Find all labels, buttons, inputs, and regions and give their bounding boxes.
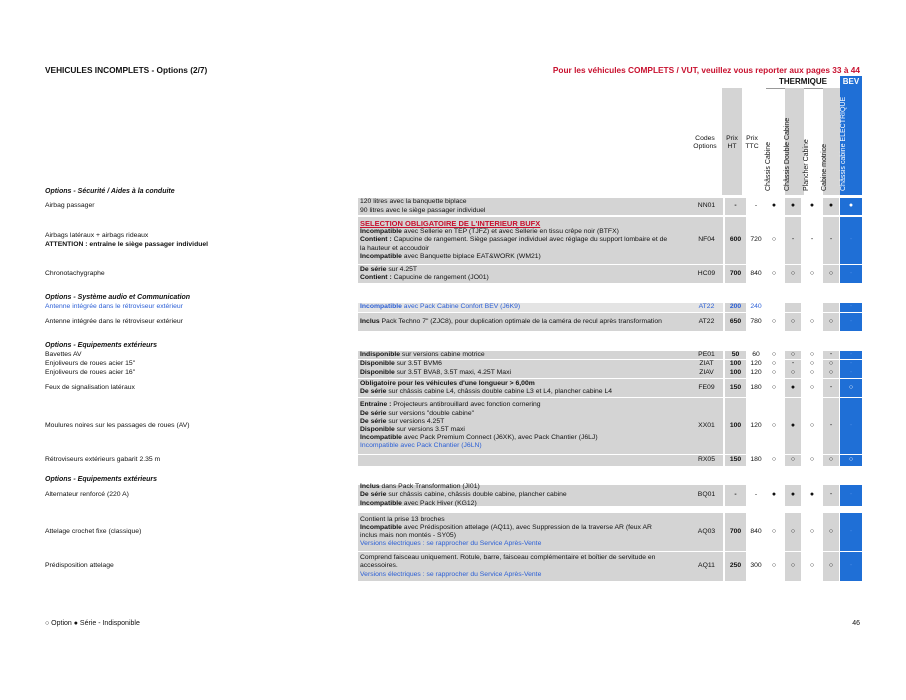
description-line: Entraîne : Projecteurs antibrouillard avec fonction cornering — [360, 401, 541, 409]
option-name — [45, 552, 358, 581]
description-line: De série sur versions 4.25T — [360, 417, 445, 425]
availability-5: ○ — [840, 455, 862, 466]
group-thermique: THERMIQUE — [766, 76, 840, 89]
availability-1: ○ — [771, 369, 777, 377]
availability-5: - — [840, 398, 862, 454]
description-line: Incompatible avec Prédisposition attelage (AQ11), avec Suppression de la traverse AR (feux AR — [360, 523, 652, 531]
price-ht: 100 — [725, 360, 746, 369]
option-code: NF04 — [698, 236, 715, 244]
price-ht: 700 — [725, 513, 746, 551]
availability-2: ● — [785, 379, 801, 397]
prix-ttc-header — [742, 135, 762, 151]
price-ttc: 120 — [750, 369, 762, 377]
description-line: De série sur châssis cabine L4, châssis double cabine L3 et L4, plancher cabine L4 — [360, 388, 613, 395]
description-line: Versions électriques : se rapprocher du Service Après-Vente — [360, 540, 542, 548]
table-row — [45, 303, 862, 312]
availability-4: ○ — [823, 265, 839, 283]
option-name — [45, 313, 358, 331]
availability-3: ○ — [809, 269, 815, 277]
ht-label: HT — [727, 143, 737, 150]
availability-4: - — [823, 379, 839, 397]
availability-4: ○ — [823, 455, 839, 466]
description-line: Comprend faisceau uniquement. Rotule, barre, faisceau complémentaire et boîtier de servitude en — [360, 554, 656, 562]
availability-4: ○ — [823, 360, 839, 369]
option-name — [45, 351, 358, 359]
table-row — [45, 198, 862, 215]
option-name — [45, 455, 358, 466]
section-title: Options - Système audio et Communication — [45, 294, 191, 301]
option-name — [45, 360, 358, 369]
description-line: Versions électriques : se rapprocher du Service Après-Vente — [360, 570, 542, 578]
options-label: Options — [693, 143, 717, 150]
table-row — [45, 485, 862, 506]
availability-4: ○ — [823, 369, 839, 378]
price-ht: - — [725, 198, 746, 215]
price-ttc: 780 — [750, 317, 762, 325]
legend: ○ Option ● Série - Indisponible — [45, 620, 140, 627]
availability-1: ○ — [771, 383, 777, 391]
option-code: FE09 — [698, 383, 715, 391]
availability-4: - — [823, 485, 839, 506]
table-row — [45, 552, 862, 581]
option-name — [45, 398, 358, 454]
availability-5: - — [840, 313, 862, 331]
availability-1: ○ — [771, 527, 777, 535]
description-line: accessoires. — [360, 562, 398, 570]
availability-2: ○ — [785, 552, 801, 581]
table-row — [45, 369, 862, 378]
availability-5: - — [840, 369, 862, 378]
option-description — [358, 552, 723, 581]
option-name — [45, 513, 358, 551]
option-name — [45, 217, 358, 264]
availability-1: ○ — [771, 421, 777, 429]
option-description — [358, 455, 723, 466]
section-title: Options - Equipements extérieurs — [45, 476, 158, 483]
description-line: De série sur versions "double cabine" — [360, 409, 475, 417]
price-ttc: 300 — [750, 562, 762, 570]
table-row — [45, 313, 862, 331]
option-code: AQ11 — [698, 562, 715, 570]
prix-label: Prix — [746, 135, 758, 142]
availability-1: ○ — [771, 317, 777, 325]
availability-3: ○ — [809, 562, 815, 570]
option-description — [358, 198, 723, 215]
price-ht: 250 — [725, 552, 746, 581]
prix-ht-header — [722, 135, 742, 151]
description-line: 90 litres avec le siège passager individuel — [360, 206, 486, 214]
availability-2: - — [785, 360, 801, 369]
price-ttc: - — [754, 202, 758, 210]
availability-3: ○ — [809, 456, 815, 464]
option-description — [358, 513, 723, 551]
option-label: Attelage crochet fixe (classique) — [45, 527, 142, 535]
option-name — [45, 485, 358, 506]
availability-5: - — [840, 351, 862, 359]
option-description — [358, 313, 723, 331]
availability-5: ○ — [840, 379, 862, 397]
availability-4: ○ — [823, 552, 839, 581]
availability-2: ● — [785, 398, 801, 454]
description-line: Disponible sur versions 3.5T maxi — [360, 426, 465, 433]
availability-3: ● — [809, 202, 815, 210]
availability-3: ○ — [809, 527, 815, 535]
option-label: Alternateur renforcé (220 A) — [45, 491, 129, 499]
option-code: XX01 — [698, 421, 715, 429]
price-ttc: 180 — [750, 456, 762, 464]
description-line: 120 litres avec la banquette biplace — [360, 198, 467, 206]
availability-3: ○ — [809, 383, 815, 391]
option-description — [358, 398, 723, 454]
ttc-label: TTC — [745, 143, 759, 150]
availability-4 — [823, 303, 839, 312]
col-cabine-motrice: Cabine motrice — [820, 143, 828, 191]
table-row — [45, 455, 862, 466]
description-line: Contient : Capucine de rangement (JO01) — [360, 274, 489, 281]
codes-label: Codes — [695, 135, 715, 142]
price-ttc: 240 — [750, 303, 762, 311]
description-line: Obligatoire pour les véhicules d'une longueur > 6,00m — [360, 379, 535, 387]
description-line: Incompatible avec Pack Chantier (J6LN) — [360, 442, 482, 450]
option-code: BQ01 — [697, 491, 716, 499]
availability-4: ● — [823, 198, 839, 215]
availability-1: ○ — [771, 562, 777, 570]
option-code: HC09 — [697, 269, 716, 277]
table-row — [45, 265, 862, 283]
availability-3: ○ — [809, 369, 815, 377]
option-label: Enjoliveurs de roues acier 15'' — [45, 360, 136, 368]
availability-3 — [804, 303, 820, 312]
option-description — [358, 360, 723, 369]
option-label: Rétroviseurs extérieurs gabarit 2.35 m — [45, 456, 161, 464]
reference-note: Pour les véhicules COMPLETS / VUT, veuillez vous reporter aux pages 33 à 44 — [552, 65, 860, 75]
availability-3: - — [810, 236, 814, 244]
description-line: Contient : Capucine de rangement. Siège passager individuel avec réglage du support lombaire et de — [360, 236, 668, 244]
availability-5: ● — [840, 198, 862, 215]
price-ttc: 60 — [752, 350, 760, 358]
option-name — [45, 379, 358, 397]
price-ht: 200 — [725, 303, 746, 312]
price-ht: 150 — [725, 379, 746, 397]
price-ttc: 120 — [750, 421, 762, 429]
table-row — [45, 217, 862, 264]
option-label: Airbag passager — [45, 202, 95, 210]
option-code: AQ03 — [697, 527, 716, 535]
table-row — [45, 513, 862, 551]
option-label: Enjoliveurs de roues acier 16'' — [45, 369, 136, 377]
group-bev: BEV — [840, 76, 862, 88]
description-line: Incompatible avec Pack Cabine Confort BEV (J6K9) — [360, 303, 521, 311]
availability-5: - — [840, 217, 862, 264]
option-name — [45, 265, 358, 283]
vcol-5 — [840, 88, 862, 195]
price-ht: - — [725, 485, 746, 506]
option-description — [358, 303, 723, 312]
option-code: AT22 — [698, 317, 715, 325]
description-line: Disponible sur 3.5T BVA8, 3.5T maxi, 4.25T Maxi — [360, 369, 511, 377]
availability-2: ○ — [785, 313, 801, 331]
price-ttc: 840 — [750, 269, 762, 277]
option-label: Moulures noires sur les passages de roues (AV) — [45, 421, 190, 429]
option-description — [358, 369, 723, 378]
availability-2: ● — [785, 198, 801, 215]
description-line: inclus mais non montés - SY05) — [360, 532, 456, 539]
description-line: la hauteur et accoudoir — [360, 244, 430, 252]
option-label: Airbags latéraux + airbags rideaux — [45, 232, 149, 240]
availability-1: ○ — [771, 456, 777, 464]
description-line: Inclus dans Pack Transformation (JI01) — [360, 483, 480, 491]
option-label: Bavettes AV — [45, 350, 82, 358]
availability-5: - — [840, 513, 862, 551]
option-description — [358, 351, 723, 359]
price-ttc: 720 — [750, 236, 762, 244]
availability-5: - — [840, 552, 862, 581]
option-label: Feux de signalisation latéraux — [45, 383, 135, 391]
section-title: Options - Equipements extérieurs — [45, 342, 158, 349]
availability-2: - — [785, 217, 801, 264]
option-label: Prédisposition attelage — [45, 562, 114, 570]
col-plancher-cabine: Plancher Cabine — [802, 139, 810, 191]
option-code: RX05 — [697, 456, 715, 464]
availability-1: ○ — [771, 269, 777, 277]
availability-5: - — [840, 360, 862, 369]
table-row — [45, 360, 862, 369]
availability-4: - — [823, 217, 839, 264]
price-ht: 650 — [725, 313, 746, 331]
price-ttc: 120 — [750, 360, 762, 368]
option-label: Antenne intégrée dans le rétroviseur extérieur — [45, 317, 183, 325]
availability-2: ○ — [785, 513, 801, 551]
description-line: Incompatible avec Pack Premium Connect (J6XK), avec Pack Chantier (J6LJ) — [360, 434, 598, 442]
availability-2: ○ — [785, 369, 801, 378]
availability-1 — [766, 303, 782, 312]
option-description — [358, 217, 723, 264]
availability-5: - — [840, 303, 862, 312]
availability-3: ○ — [809, 360, 815, 368]
price-ttc: 180 — [750, 383, 762, 391]
page-title: VEHICULES INCOMPLETS - Options (2/7) — [45, 65, 208, 75]
option-name — [45, 303, 358, 312]
availability-4: - — [823, 398, 839, 454]
option-name — [45, 369, 358, 378]
price-ht: 50 — [725, 351, 746, 359]
description-line: Incompatible avec Banquette biplace EAT&WORK (WM21) — [360, 252, 541, 260]
availability-3: ○ — [809, 317, 815, 325]
description-line: De série sur 4.25T — [360, 265, 418, 273]
section-title: Options - Sécurité / Aides à la conduite — [45, 188, 175, 195]
price-ht: 150 — [725, 455, 746, 466]
availability-2: ○ — [785, 455, 801, 466]
option-label: Antenne intégrée dans le rétroviseur extérieur — [45, 303, 183, 311]
availability-1: ○ — [771, 236, 777, 244]
option-code: ZIAT — [699, 360, 714, 368]
price-ttc: 840 — [750, 527, 762, 535]
availability-4: - — [823, 351, 839, 359]
description-line: Contient la prise 13 broches — [360, 515, 445, 523]
option-warning: ATTENTION : entraîne le siège passager individuel — [45, 240, 209, 248]
col-chassis-cabine: Châssis Cabine — [764, 141, 772, 191]
price-ht: 100 — [725, 369, 746, 378]
codes-options-header — [688, 135, 722, 151]
availability-5: - — [840, 485, 862, 506]
table-row — [45, 398, 862, 454]
option-description — [358, 265, 723, 283]
availability-3: ● — [809, 491, 815, 499]
availability-4: ○ — [823, 513, 839, 551]
availability-4: ○ — [823, 313, 839, 331]
col-chassis-double-cabine: Châssis Double Cabine — [783, 117, 791, 191]
availability-1: ○ — [771, 360, 777, 368]
description-line: SELECTION OBLIGATOIRE DE L'INTERIEUR BUFX — [360, 218, 541, 228]
option-code: ZIAV — [699, 369, 714, 377]
availability-2: ○ — [785, 351, 801, 359]
option-code: NN01 — [697, 202, 716, 210]
availability-5: - — [840, 265, 862, 283]
price-ht: 700 — [725, 265, 746, 283]
description-line: De série sur châssis cabine, châssis double cabine, plancher cabine — [360, 491, 567, 499]
availability-1: ● — [771, 202, 777, 210]
table-row — [45, 379, 862, 397]
availability-3: ○ — [809, 350, 815, 358]
col-chassis-cabine-electrique: Châssis cabine ELECTRIQUE — [840, 96, 847, 191]
vcol-4 — [820, 88, 840, 195]
availability-2 — [785, 303, 801, 312]
description-line: Inclus Pack Techno 7" (ZJC8), pour duplication optimale de la caméra de recul après transformation — [360, 317, 662, 325]
price-ht: 600 — [725, 217, 746, 264]
price-ttc: - — [754, 491, 758, 499]
price-ht: 100 — [725, 398, 746, 454]
vcol-2 — [785, 88, 804, 195]
vcol-1 — [766, 88, 785, 195]
option-code: PE01 — [698, 350, 715, 358]
page-number: 46 — [852, 620, 860, 627]
availability-1: ● — [771, 491, 777, 499]
table-row — [45, 351, 862, 359]
option-name — [45, 198, 358, 215]
prix-label: Prix — [726, 135, 738, 142]
option-label: Chronotachygraphe — [45, 269, 105, 277]
option-code: AT22 — [698, 303, 715, 311]
description-line: Disponible sur 3.5T BVM6 — [360, 360, 442, 368]
option-description — [358, 379, 723, 397]
option-description — [358, 485, 723, 506]
description-line: Incompatible avec Sellerie en TEP (TJFZ) et avec Sellerie en tissu crêpe noir (BTFX) — [360, 228, 619, 236]
description-line: Incompatible avec Pack Hiver (KG12) — [360, 499, 477, 507]
description-line: Indisponible sur versions cabine motrice — [360, 350, 485, 358]
availability-1: ○ — [771, 350, 777, 358]
availability-2: ● — [785, 485, 801, 506]
availability-2: ○ — [785, 265, 801, 283]
availability-3: ○ — [809, 421, 815, 429]
